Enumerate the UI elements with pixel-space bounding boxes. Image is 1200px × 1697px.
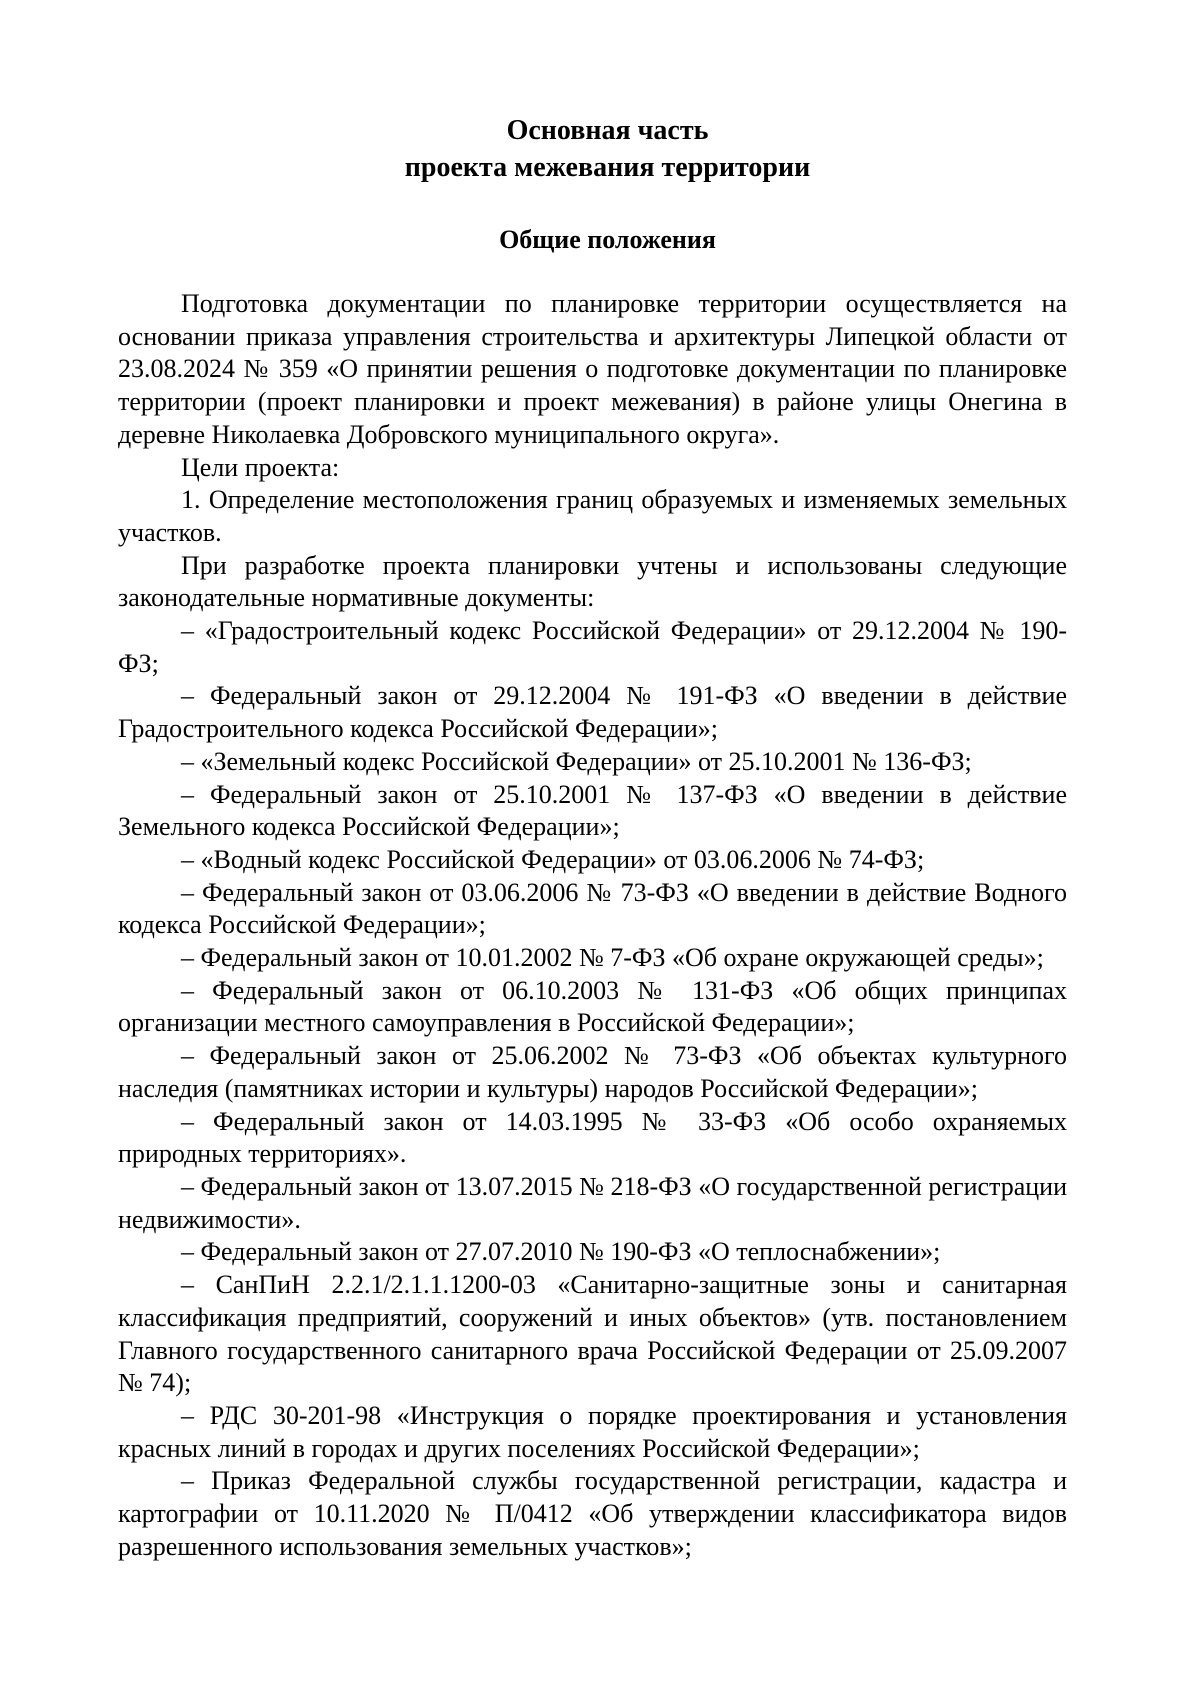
paragraph: При разработке проекта планировки учтены и использованы следующие законодательные нормативные документы: — [118, 550, 1067, 613]
title-line-1: Основная часть — [506, 115, 709, 146]
paragraph: – Федеральный закон от 13.07.2015 № 218-ФЗ «О государственной регистрации недвижимости». — [118, 1171, 1067, 1234]
paragraph: Цели проекта: — [181, 452, 340, 482]
paragraph: – Федеральный закон от 03.06.2006 № 73-ФЗ «О введении в действие Водного кодекса Российской Федерации»; — [118, 877, 1067, 940]
title-line-2: проекта межевания территории — [404, 152, 811, 183]
paragraph: – СанПиН 2.2.1/2.1.1.1200-03 «Санитарно-защитные зоны и санитарная классификация предприятий, сооружений и иных объектов» (утв. постановлением Главного государственного санитарного врача Российской Федерации от 25.09.2007 № 74); — [118, 1270, 1067, 1398]
section-title: Общие положения — [499, 225, 716, 254]
paragraph: – РДС 30-201-98 «Инструкция о порядке проектирования и установления красных линий в городах и других поселениях Российской Федерации»; — [118, 1400, 1067, 1463]
paragraph: Подготовка документации по планировке территории осуществляется на основании приказа управления строительства и архитектуры Липецкой области от 23.08.2024 № 359 «О принятии решения о подготовке документации по планировке территории (проект планировки и проект межевания) в районе улицы Онегина в деревне Николаевка Добровского муниципального округа». — [118, 289, 1067, 449]
paragraph: – Федеральный закон от 27.07.2010 № 190-ФЗ «О теплоснабжении»; — [181, 1237, 941, 1267]
paragraph: – Федеральный закон от 06.10.2003 № 131-ФЗ «Об общих принципах организации местного самоуправления в Российской Федерации»; — [118, 975, 1067, 1038]
paragraph: – Федеральный закон от 29.12.2004 № 191-ФЗ «О введении в действие Градостроительного кодекса Российской Федерации»; — [118, 681, 1067, 744]
paragraph: – Федеральный закон от 25.06.2002 № 73-ФЗ «Об объектах культурного наследия (памятниках истории и культуры) народов Российской Федерации»; — [118, 1041, 1067, 1103]
paragraph: – Приказ Федеральной службы государственной регистрации, кадастра и картографии от 10.11.2020 № П/0412 «Об утверждении классификатора видов разрешенного использования земельных участков»; — [118, 1466, 1067, 1561]
paragraph: – «Земельный кодекс Российской Федерации» от 25.10.2001 № 136-ФЗ; — [181, 746, 972, 776]
paragraph: – «Градостроительный кодекс Российской Федерации» от 29.12.2004 № 190-ФЗ; — [118, 616, 1067, 678]
paragraph: – Федеральный закон от 25.10.2001 № 137-ФЗ «О введении в действие Земельного кодекса Российской Федерации»; — [118, 779, 1067, 842]
paragraph: 1. Определение местоположения границ образуемых и изменяемых земельных участков. — [118, 485, 1067, 547]
paragraph: – Федеральный закон от 14.03.1995 № 33-ФЗ «Об особо охраняемых природных территориях». — [118, 1106, 1067, 1169]
paragraph: – Федеральный закон от 10.01.2002 № 7-ФЗ «Об охране окружающей среды»; — [181, 943, 1044, 973]
document-body — [118, 288, 1067, 1563]
paragraph: – «Водный кодекс Российской Федерации» от 03.06.2006 № 74-ФЗ; — [181, 844, 925, 874]
document-title — [148, 112, 1067, 186]
